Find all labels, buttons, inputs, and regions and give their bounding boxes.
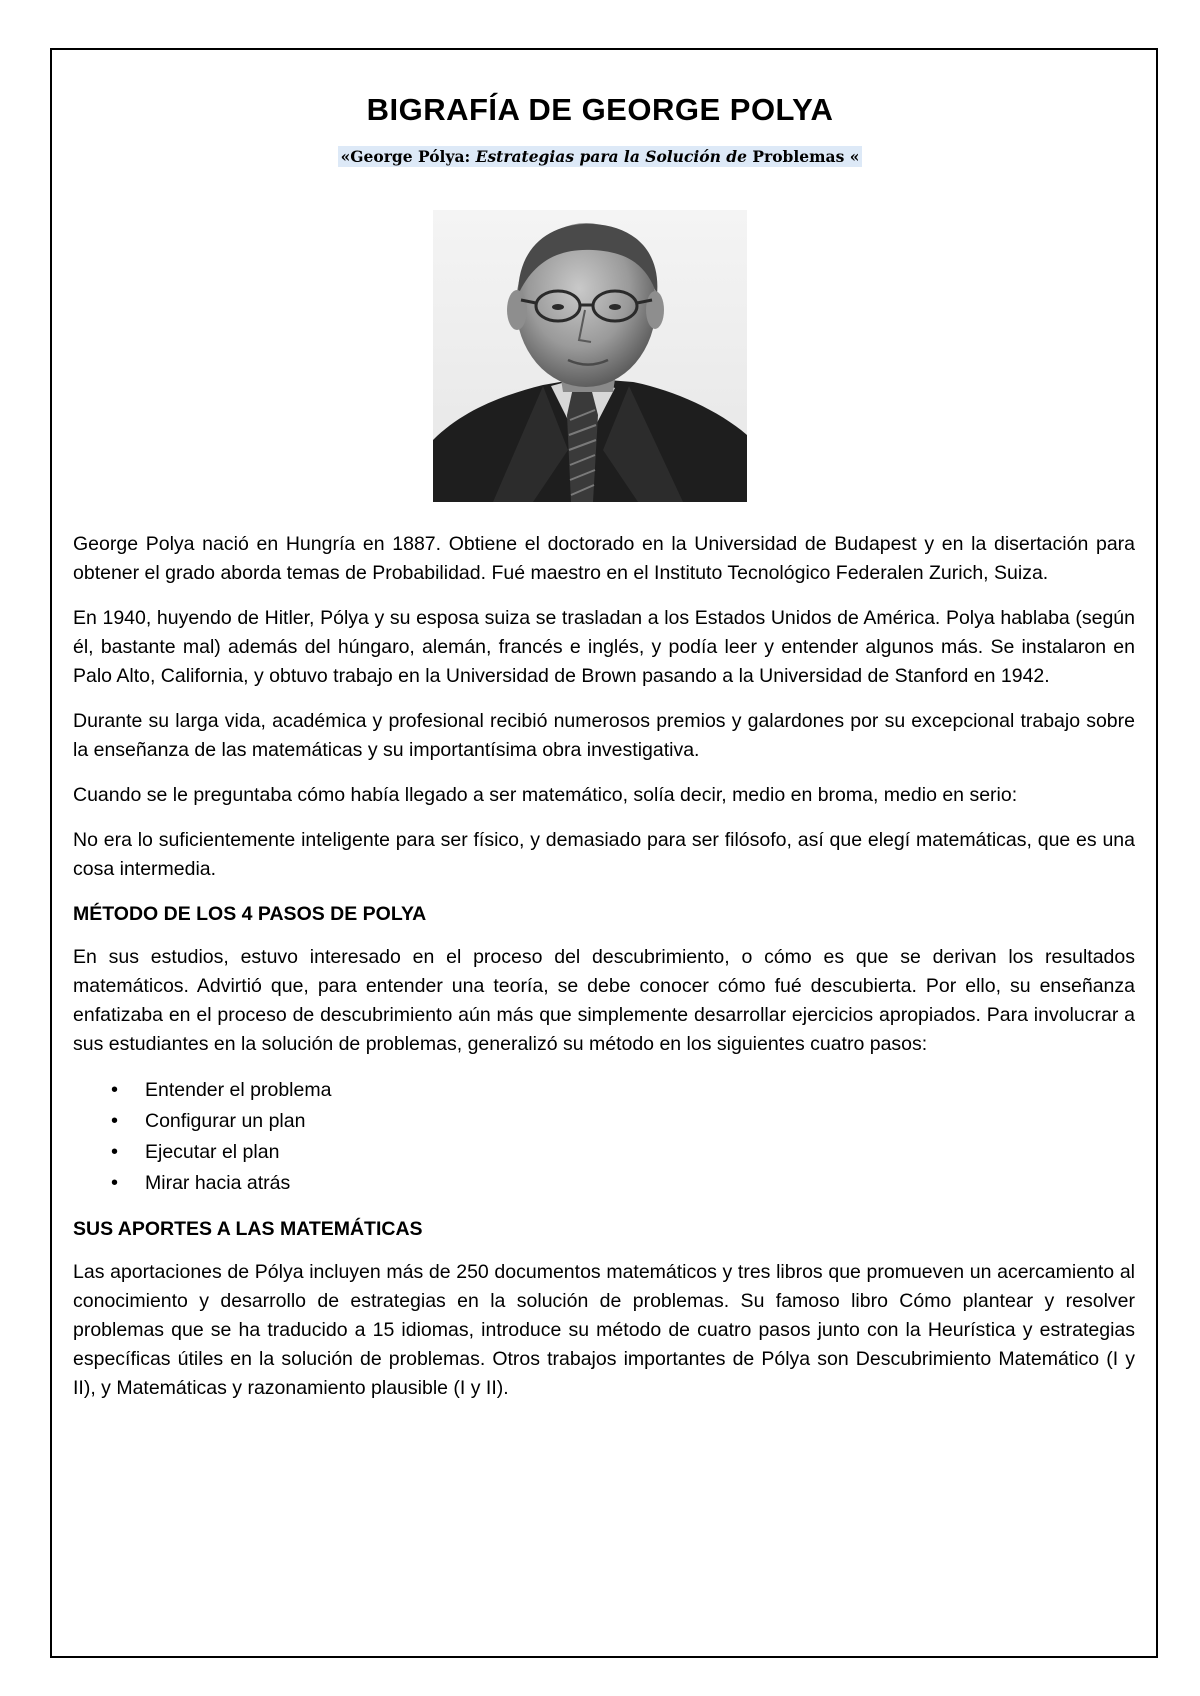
portrait-photo <box>433 210 747 502</box>
subtitle-highlight <box>338 146 863 167</box>
paragraph-contributions: Las aportaciones de Pólya incluyen más de 250 documentos matemáticos y tres libros que promueven un acercamiento al conocimiento y desarrollo de estrategias en la solución de problemas. Su famoso libro Cómo plantear y resolver problemas que se ha traducido a 15 idiomas, introduce su método de cuatro pasos junto con la Heurística y estrategias específicas útiles en la solución de problemas. Otros trabajos importantes de Pólya son Descubrimiento Matemático (I y II), y Matemáticas y razonamiento plausible (I y II). <box>73 1261 1135 1399</box>
subtitle-close: Problemas « <box>752 147 860 166</box>
document-body <box>73 530 1135 1419</box>
paragraph-birth: George Polya nació en Hungría en 1887. Obtiene el doctorado en la Universidad de Budapest y en la disertación para obtener el grado aborda temas de Probabilidad. Fué maestro en el Instituto Tecnológico Federalen Zurich, Suiza. <box>73 533 1135 584</box>
subtitle <box>0 147 1200 167</box>
subtitle-italic: Estrategias para la Solución de <box>475 147 753 166</box>
subtitle-open: «George Pólya: <box>340 147 476 166</box>
paragraph-method: En sus estudios, estuvo interesado en el proceso del descubrimiento, o cómo es que se derivan los resultados matemáticos. Advirtió que, para entender una teoría, se debe conocer cómo fué descubierta. Por ello, su enseñanza enfatizaba en el proceso de descubrimiento aún más que simplemente desarrollar ejercicios apropiados. Para involucrar a sus estudiantes en la solución de problemas, generalizó su método en los siguientes cuatro pasos: <box>73 946 1135 1055</box>
page-title: BIGRAFÍA DE GEORGE POLYA <box>366 92 834 127</box>
paragraph-question: Cuando se le preguntaba cómo había llegado a ser matemático, solía decir, medio en broma, medio en serio: <box>73 784 1018 806</box>
heading-contributions: SUS APORTES A LAS MATEMÁTICAS <box>73 1218 423 1240</box>
steps-list <box>73 1075 1135 1199</box>
list-item: • Ejecutar el plan <box>145 1137 1135 1168</box>
paragraph-awards: Durante su larga vida, académica y profesional recibió numerosos premios y galardones por su excepcional trabajo sobre la enseñanza de las matemáticas y su importantísima obra investigativa. <box>73 710 1135 761</box>
paragraph-quote: No era lo suficientemente inteligente para ser físico, y demasiado para ser filósofo, así que elegí matemáticas, que es una cosa intermedia. <box>73 829 1135 880</box>
heading-method: MÉTODO DE LOS 4 PASOS DE POLYA <box>73 903 427 925</box>
list-item: • Configurar un plan <box>145 1106 1135 1137</box>
paragraph-emigration: En 1940, huyendo de Hitler, Pólya y su esposa suiza se trasladan a los Estados Unidos de América. Polya hablaba (según él, bastante mal) además del húngaro, alemán, francés e inglés, y podía leer y entender algunos más. Se instalaron en Palo Alto, California, y obtuvo trabajo en la Universidad de Brown pasando a la Universidad de Stanford en 1942. <box>73 607 1135 687</box>
list-item: • Entender el problema <box>145 1075 1135 1106</box>
list-item: • Mirar hacia atrás <box>145 1168 1135 1199</box>
